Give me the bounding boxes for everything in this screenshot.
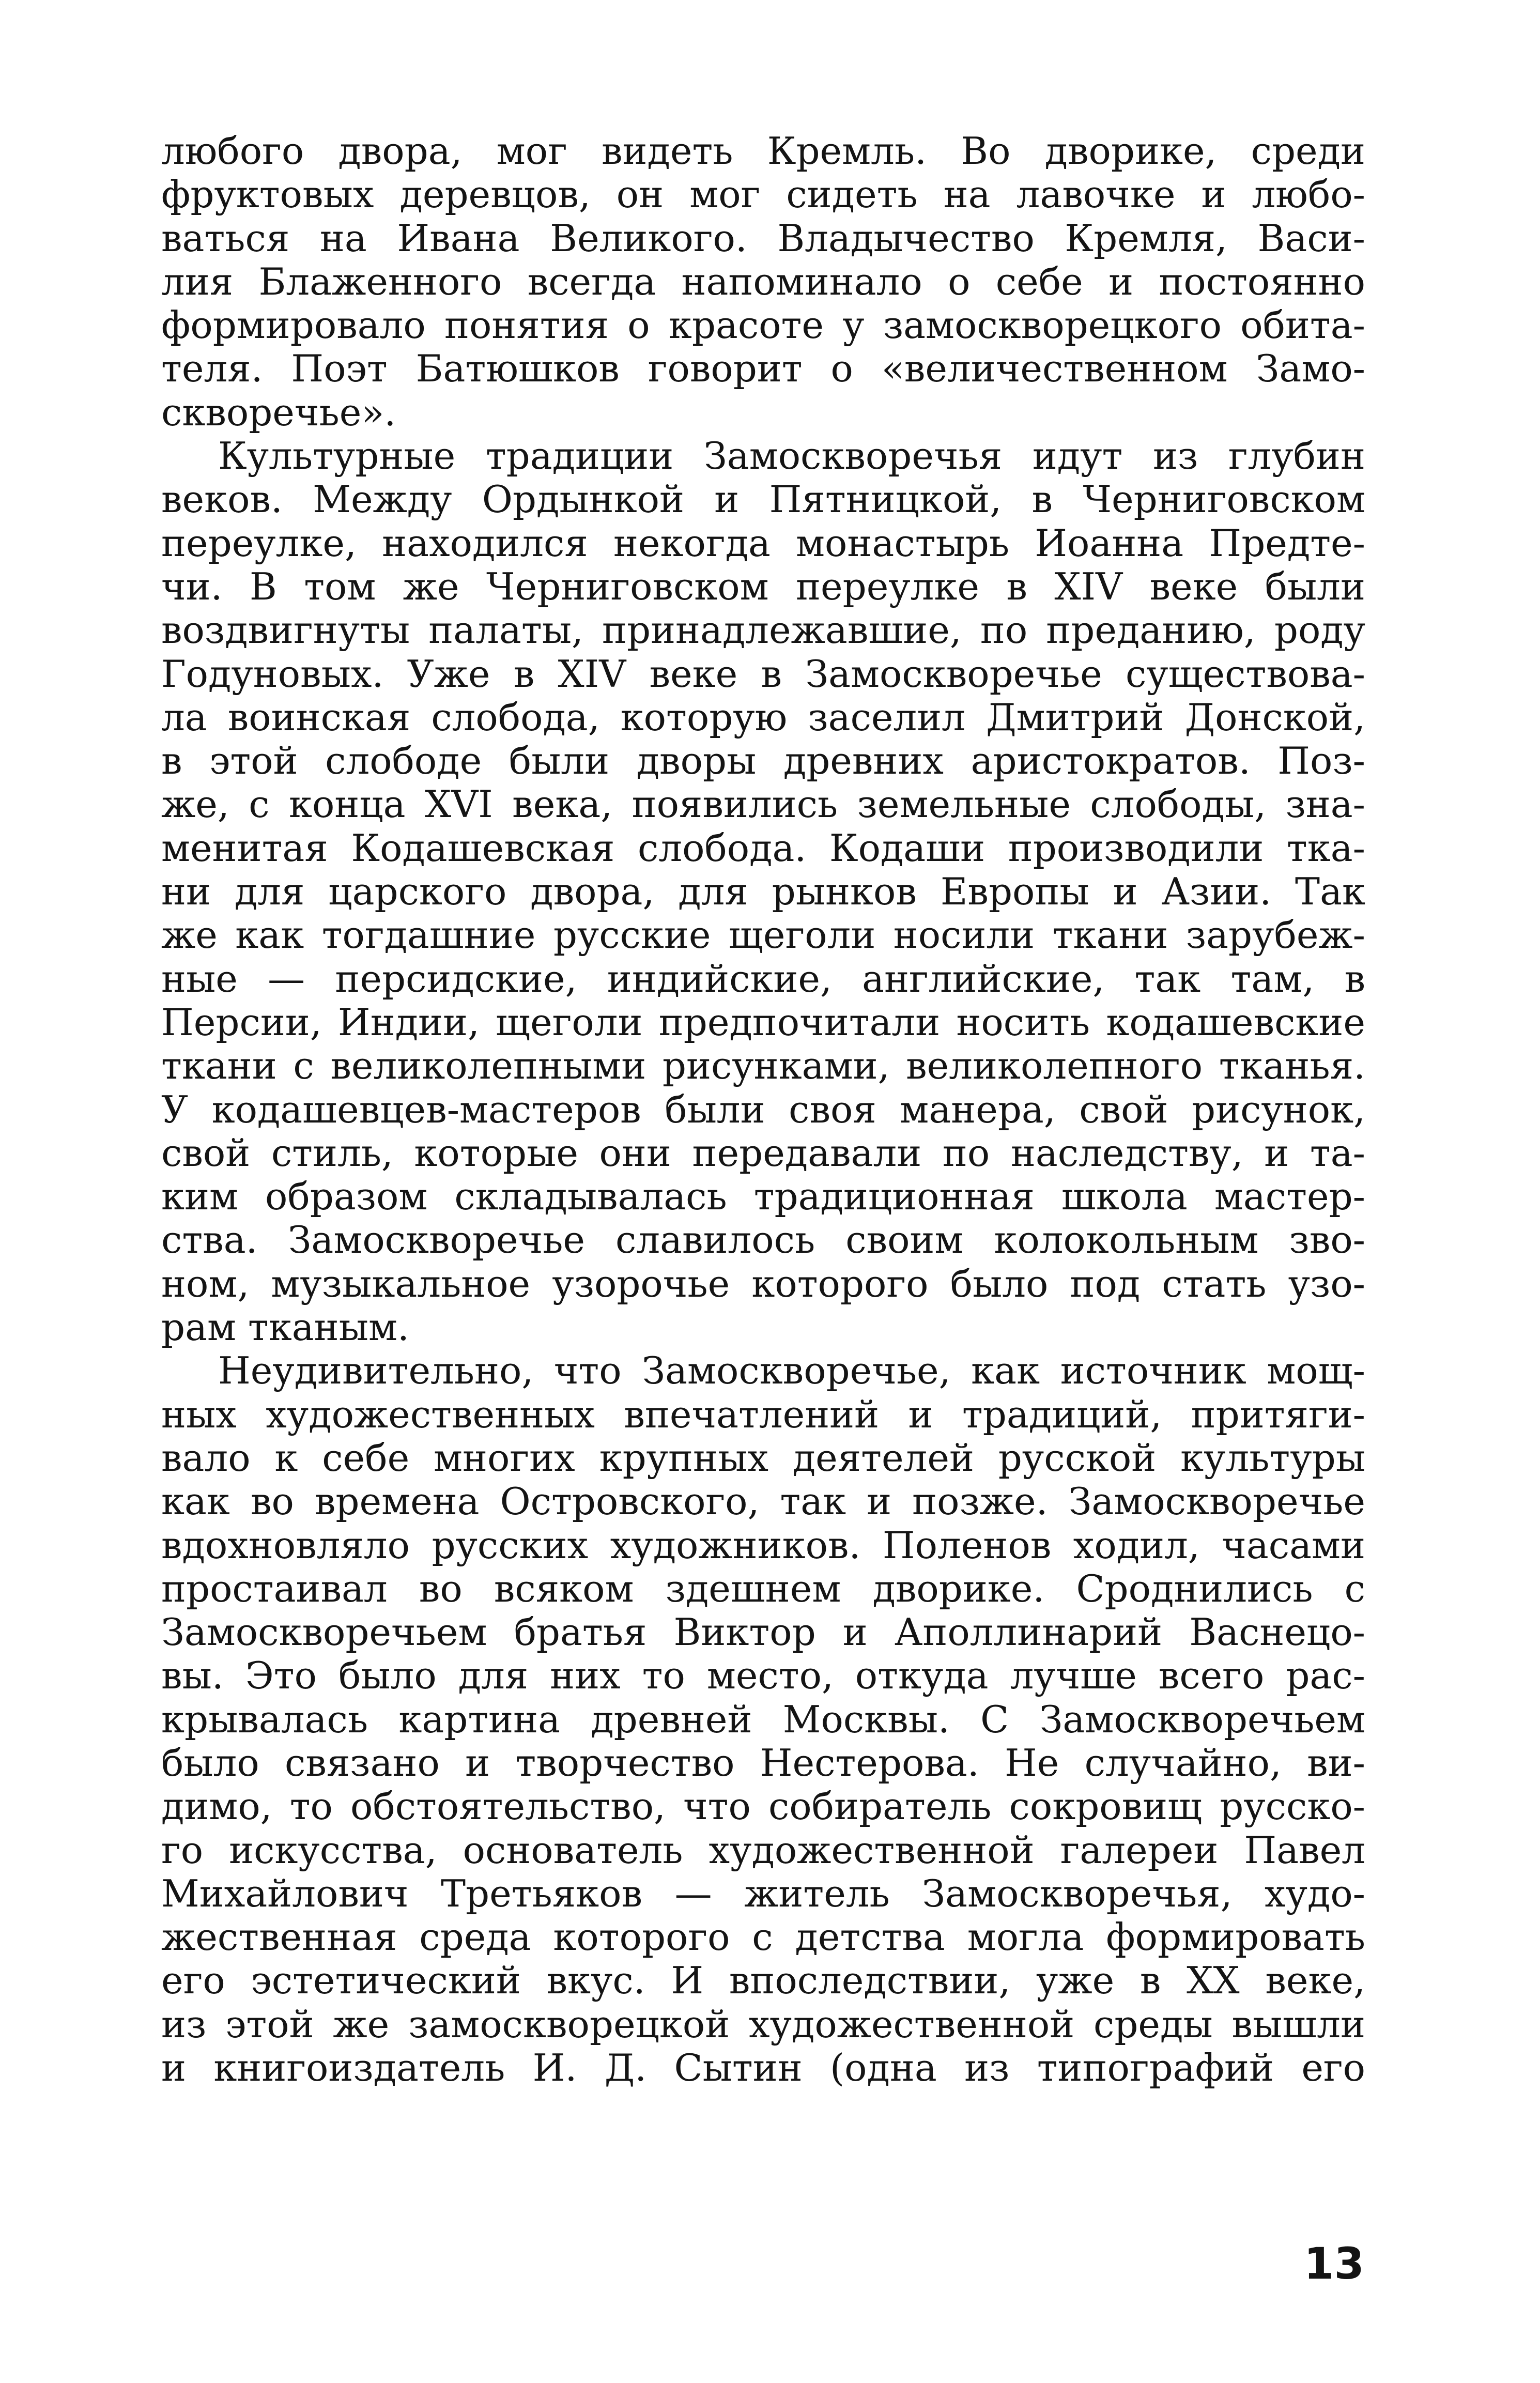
text-line: любого двора, мог видеть Кремль. Во дворике, среди <box>161 129 1365 173</box>
text-line: ном, музыкальное узорочье которого было под стать узо- <box>161 1262 1365 1305</box>
text-line: простаивал во всяком здешнем дворике. Сроднились с <box>161 1566 1365 1610</box>
text-line: ла воинская слобода, которую заселил Дмитрий Донской, <box>161 695 1365 739</box>
text-line: как во времена Островского, так и позже. Замоскворечье <box>161 1480 1365 1524</box>
text-line: фруктовых деревцов, он мог сидеть на лавочке и любо- <box>161 173 1365 217</box>
text-line: ные — персидские, индийские, английские, так там, в <box>161 957 1365 1001</box>
text-line: в этой слободе были дворы древних аристократов. Поз- <box>161 739 1365 783</box>
text-line: же, с конца XVI века, появились земельные слободы, зна- <box>161 782 1365 826</box>
text-line: Персии, Индии, щеголи предпочитали носить кодашевские <box>161 1000 1365 1044</box>
text-line: теля. Поэт Батюшков говорит о «величественном Замо- <box>161 347 1365 391</box>
text-line: же как тогдашние русские щеголи носили ткани зарубеж- <box>161 913 1365 957</box>
text-line: вдохновляло русских художников. Поленов ходил, часами <box>161 1523 1365 1567</box>
text-line: ства. Замоскворечье славилось своим колокольным зво- <box>161 1218 1365 1262</box>
text-line: крывалась картина древней Москвы. С Замоскворечьем <box>161 1697 1365 1741</box>
text-line: его эстетический вкус. И впоследствии, уже в XX веке, <box>161 1959 1365 2003</box>
text-line: ким образом складывалась традиционная школа мастер- <box>161 1175 1365 1219</box>
text-line: Годуновых. Уже в XIV веке в Замоскворечье существова- <box>161 652 1365 696</box>
text-line: формировало понятия о красоте у замоскворецкого обита- <box>161 303 1365 347</box>
body-text <box>161 129 1365 2089</box>
text-line: вы. Это было для них то место, откуда лучше всего рас- <box>161 1654 1365 1698</box>
text-line: свой стиль, которые они передавали по наследству, и та- <box>161 1131 1365 1175</box>
text-line: Неудивительно, что Замоскворечье, как источник мощ- <box>218 1349 1365 1393</box>
text-line: У кодашевцев-мастеров были своя манера, свой рисунок, <box>161 1087 1365 1131</box>
text-line: воздвигнуты палаты, принадлежавшие, по преданию, роду <box>161 608 1365 652</box>
text-line: Культурные традиции Замоскворечья идут из глубин <box>218 434 1365 478</box>
text-line: рам тканым. <box>161 1305 409 1349</box>
text-line: скворечье». <box>161 390 396 434</box>
text-line: ных художественных впечатлений и традиций, притяги- <box>161 1392 1365 1436</box>
text-line: веков. Между Ордынкой и Пятницкой, в Черниговском <box>161 478 1365 521</box>
text-line: го искусства, основатель художественной галереи Павел <box>161 1828 1365 1872</box>
text-line: димо, то обстоятельство, что собиратель сокровищ русско- <box>161 1785 1365 1828</box>
text-line: Замоскворечьем братья Виктор и Аполлинарий Васнецо- <box>161 1610 1365 1654</box>
text-line: ни для царского двора, для рынков Европы и Азии. Так <box>161 870 1365 914</box>
text-line: Михайлович Третьяков — житель Замоскворечья, худо- <box>161 1871 1365 1915</box>
text-line: менитая Кодашевская слобода. Кодаши производили тка- <box>161 826 1365 870</box>
text-line: лия Блаженного всегда напоминало о себе и постоянно <box>161 259 1365 303</box>
text-line: было связано и творчество Нестерова. Не случайно, ви- <box>161 1741 1365 1785</box>
text-line: чи. В том же Черниговском переулке в XIV веке были <box>161 564 1365 608</box>
page-number: 13 <box>1304 2238 1364 2289</box>
text-line: вало к себе многих крупных деятелей русской культуры <box>161 1436 1365 1480</box>
text-line: жественная среда которого с детства могла формировать <box>161 1915 1365 1959</box>
text-line: ваться на Ивана Великого. Владычество Кремля, Васи- <box>161 216 1365 260</box>
text-line: переулке, находился некогда монастырь Иоанна Предте- <box>161 521 1365 565</box>
text-line: ткани с великолепными рисунками, великолепного тканья. <box>161 1044 1365 1088</box>
text-line: из этой же замоскворецкой художественной среды вышли <box>161 2002 1365 2046</box>
text-line: и книгоиздатель И. Д. Сытин (одна из типографий его <box>161 2046 1365 2090</box>
